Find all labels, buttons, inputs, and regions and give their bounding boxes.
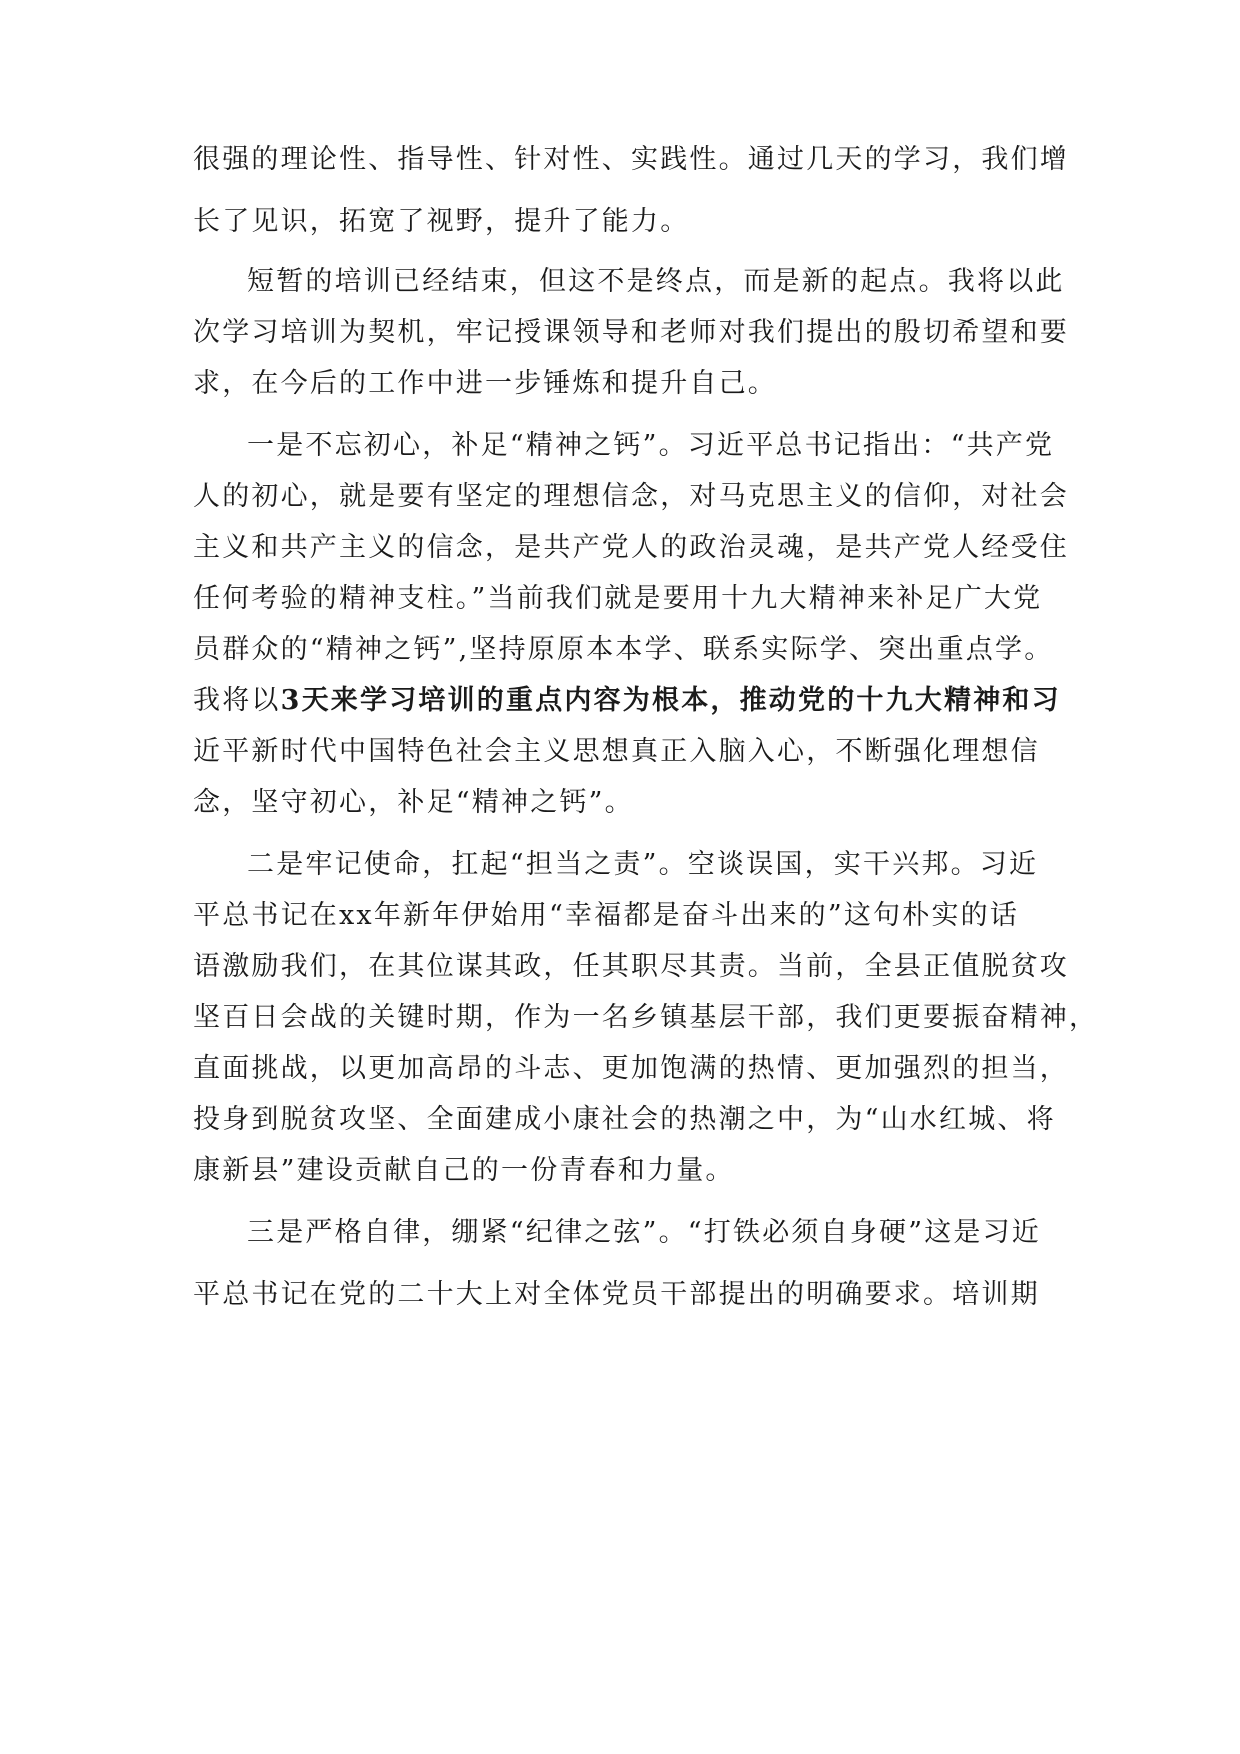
text-line: 康新县”建设贡献自己的一份青春和力量。 [193, 1155, 735, 1186]
paragraph-first-line: 一是不忘初心，补足“精神之钙”。习近平总书记指出：“共产党 [247, 430, 1055, 461]
mixed-bold-line [193, 683, 1061, 719]
text-line: 语激励我们，在其位谋其政，任其职尽其责。当前，全县正值脱贫攻 [193, 951, 1069, 982]
text-line: 平总书记在xx年新年伊始用“幸福都是奋斗出来的”这句朴实的话 [193, 900, 1020, 931]
text-line: 人的初心，就是要有坚定的理想信念，对马克思主义的信仰，对社会 [193, 481, 1069, 512]
text-line: 次学习培训为契机，牢记授课领导和老师对我们提出的殷切希望和要 [193, 317, 1069, 348]
text-line: 直面挑战，以更加高昂的斗志、更加饱满的热情、更加强烈的担当， [193, 1053, 1069, 1084]
text-line: 近平新时代中国特色社会主义思想真正入脑入心，不断强化理想信 [193, 736, 1040, 767]
text-line: 平总书记在党的二十大上对全体党员干部提出的明确要求。培训期 [193, 1279, 1040, 1310]
bold-emphasis-text: 3天来学习培训的重点内容为根本，推动党的十九大精神和习 [280, 685, 1061, 716]
text-line: 投身到脱贫攻坚、全面建成小康社会的热潮之中，为“山水红城、将 [193, 1104, 1056, 1135]
text-prefix: 我将以 [193, 685, 281, 716]
text-line: 坚百日会战的关键时期，作为一名乡镇基层干部，我们更要振奋精神， [193, 1002, 1099, 1033]
paragraph-first-line: 三是严格自律，绷紧“纪律之弦”。“打铁必须自身硬”这是习近 [247, 1217, 1042, 1248]
paragraph-first-line: 二是牢记使命，扛起“担当之责”。空谈误国，实干兴邦。习近 [247, 849, 1039, 880]
text-line: 主义和共产主义的信念，是共产党人的政治灵魂，是共产党人经受住 [193, 532, 1069, 563]
paragraph-first-line: 短暂的培训已经结束，但这不是终点，而是新的起点。我将以此 [247, 266, 1065, 297]
text-line: 很强的理论性、指导性、针对性、实践性。通过几天的学习，我们增 [193, 144, 1069, 175]
text-line: 念，坚守初心，补足“精神之钙”。 [193, 787, 634, 818]
text-line: 员群众的“精神之钙”,坚持原原本本学、联系实际学、突出重点学。 [193, 634, 1054, 665]
text-line: 求，在今后的工作中进一步锤炼和提升自己。 [193, 368, 777, 399]
text-line: 任何考验的精神支柱。”当前我们就是要用十九大精神来补足广大党 [193, 583, 1043, 614]
text-line: 长了见识，拓宽了视野，提升了能力。 [193, 206, 690, 237]
